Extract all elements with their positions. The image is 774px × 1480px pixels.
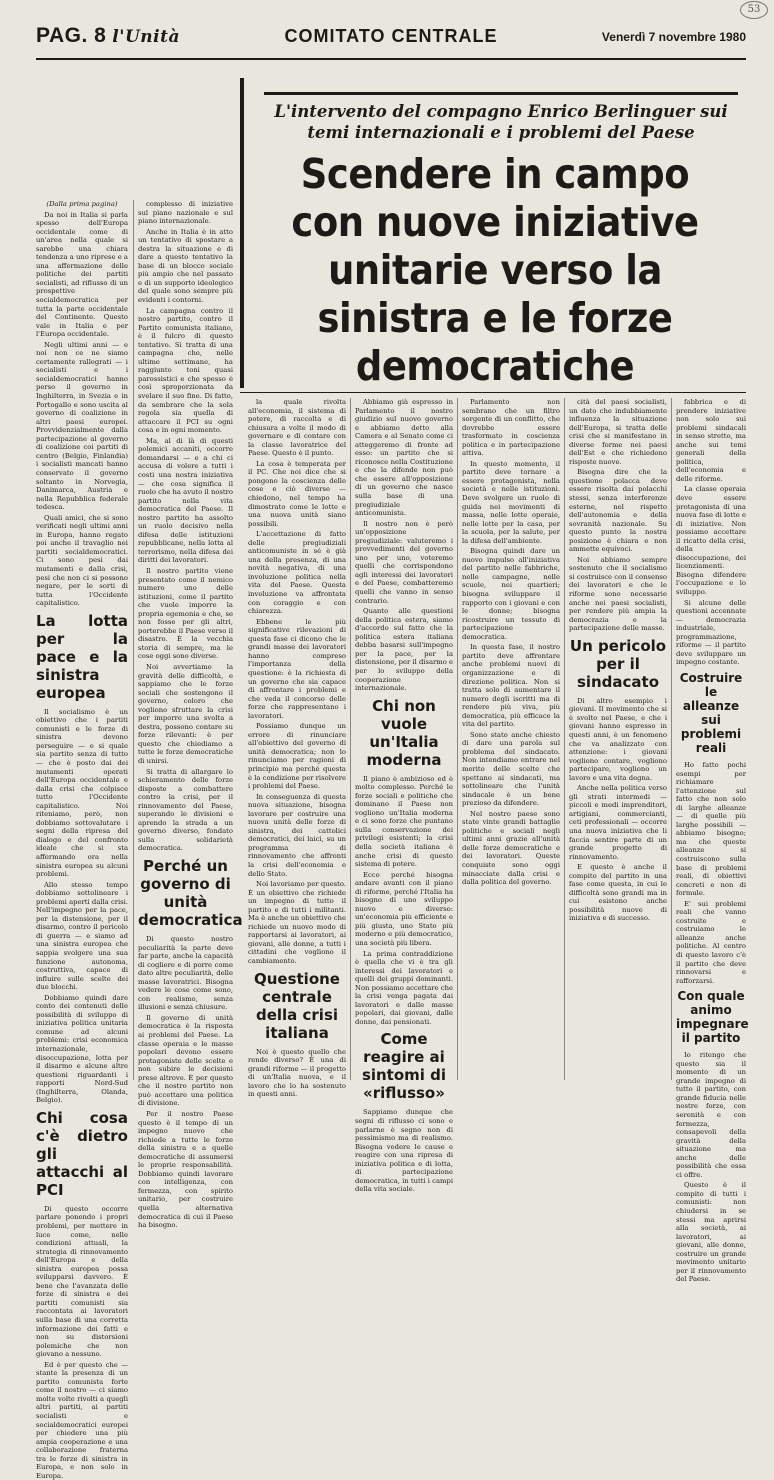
paragraph: Ed è per questo che — stante la presenza di un partito comunista forte come il nostro — ci siamo molte volte rivolti a quegli altri partiti, ai partiti socialisti e socialdemocratici europei per chiedere una più ampia cooperazione e una collaborazione fraterna tra le forze di sinistra in Europa, e non solo in Europa. <box>36 1360 128 1480</box>
headline-block <box>240 78 746 388</box>
paragraph: Allo stesso tempo dobbiamo sottolineare i problemi aperti dalla crisi. Nell'impegno per la pace, per la distensione, per il disarmo, contro il pericolo di guerra — e siamo ad una sinistra europea che sappia svolgere una sua funzione autonoma, costruttiva, capace di influire sulle scelte dei due blocchi. <box>36 880 128 992</box>
newspaper-name: l'Unità <box>112 27 180 47</box>
paragraph: E' sui problemi reali che vanno costruite e costruiamo le alleanze anche politiche. Al centro di questo lavoro c'è il partito che deve rinnovarsi e rafforzarsi. <box>676 899 746 985</box>
paragraph: Il piano è ambizioso ed è molto complesso. Perché le forze sociali e politiche che dominano il Paese non vogliono un'Italia moderna e ci sono forze che puntano sulla conservazione dei privilegi esistenti; la crisi della società italiana è anche crisi di questo sistema di potere. <box>355 774 453 869</box>
subheading: La lotta per la pace e la sinistra europea <box>36 611 128 702</box>
paragraph: Per il nostro Paese questo è il tempo di un impegno nuovo che richiede a tutte le forze della sinistra e a quelle democratiche di assumersi le proprie responsabilità. Dobbiamo quindi lavorare con intelligenza, con fermezza, con spirito unitario, per costruire quella alternativa democratica di cui il Paese ha bisogno. <box>138 1109 233 1230</box>
article-title: Scendere in campo con nuove iniziative unitarie verso la sinistra e le forze democratiche <box>291 150 699 390</box>
paragraph: la quale rivolta all'economia, il sistema di potere, di raccolta e di chiusura a volte il modo di governare e di contare con la classe lavoratrice del Paese. Questo è il punto. <box>248 398 346 458</box>
paragraph: Si alcune delle questioni accennate — democrazia industriale, programmazione, riforme — il partito deve sviluppare un impegno costante. <box>676 598 746 667</box>
paragraph: Quanto alle questioni della politica estera, siamo d'accordo sul fatto che la politica estera italiana debba basarsi sull'impegno per la pace, per la distensione, per il disarmo e per lo sviluppo della cooperazione internazionale. <box>355 607 453 693</box>
page-badge: 53 <box>740 1 768 19</box>
subheading: Come reagire ai sintomi di «riflusso» <box>361 1030 447 1103</box>
masthead <box>36 16 746 56</box>
column-rule <box>350 398 351 1080</box>
paragraph: Possiamo dunque un errore di rinunciare all'obiettivo del governo di unità democratica; non lo rinunciamo per ragioni di principio ma perché questa è la condizione per risolvere i problemi del Paese. <box>248 722 346 791</box>
article-kicker: L'intervento del compagno Enrico Berlinguer sui temi internazionali e i problemi del Paese <box>264 92 738 143</box>
paragraph: La cosa è temperata per il PC. Che noi dice che si pongono la coscienza delle cose e ciò diverse — chiedono, nel tempo ha dimostrato come le lotte e una nuova unità siano possibili. <box>248 459 346 528</box>
paragraph: Bisogna quindi dare un nuovo impulso all'iniziativa del partito nelle fabbriche, nelle campagne, nelle scuole, nei quartieri; bisogna sviluppare il rapporto con i giovani e con le donne; bisogna ricostruire un tessuto di partecipazione democratica. <box>462 547 560 641</box>
paragraph: Di questo nostro peculiarità la parte deve far parte, anche la capacità di cogliere e di porre come dato altre peculiarità, delle masse lavoratrici. Bisogna vedere le cose come sono, con realismo, senza illusioni e senza chiusure. <box>138 935 233 1012</box>
paragraph: Anche nella politica verso gli strati intermedi — piccoli e medi imprenditori, artigiani, commercianti, ceti professionali — occorre una nuova iniziativa che li faccia sentire parte di un grande progetto di rinnovamento. <box>569 784 667 861</box>
paragraph: Abbiamo già espresso in Parlamento il nostro giudizio sul nuovo governo e abbiamo detto alla Camera e al Senato come ci atteggeremo di fronte ad esso: un partito che si riconosce nella Costituzione e che la difende non può che essere all'opposizione di un governo che nasce sulla base di una pregiudiziale anticomunista. <box>355 398 453 518</box>
column-rule <box>671 398 672 1080</box>
subheading: Questione centrale della crisi italiana <box>253 969 340 1042</box>
column-6 <box>569 398 667 1080</box>
paragraph: Nel nostro paese sono state vinte grandi battaglie politiche e sociali negli ultimi anni grazie all'unità delle forze democratiche e dei lavoratori. Queste conquiste sono oggi minacciate dalla crisi e dalla politica del governo. <box>462 809 560 887</box>
section-title: COMITATO CENTRALE <box>284 26 498 46</box>
paragraph: Quali amici, che si sono verificati negli ultimi anni in Europa, hanno regato poi anche il travaglio nei partiti socialdemocratici. Ci sono pesi dai mutamenti e dalla crisi, pesi che non ci si possono negare, per le sorti di tutta l'Occidente capitalistico. <box>36 513 128 608</box>
column-rule <box>457 398 458 1080</box>
paragraph: Io ritengo che questo sia il momento di un grande impegno di tutto il partito, con grande fiducia nelle nostre forze, con serenità e con fermezza, consapevoli della gravità della situazione ma anche delle possibilità che essa ci offre. <box>676 1051 746 1179</box>
paragraph: Si tratta di allargare lo schieramento delle forze disposte a combattere contro la crisi, per il rinnovamento del Paese, superando le divisioni e aprendo la strada a un governo diverso, fondato sulla solidarietà democratica. <box>138 767 233 853</box>
paragraph: Parlamento non sembrano che un filtro sorgente di un conflitto, che dovrebbe essere trasformato in coscienza politica e in partecipazione attiva. <box>462 398 560 458</box>
paragraph: Ho fatto pochi esempi per richiamare l'attenzione sul fatto che non solo di larghe alleanze — di quelle più larghe possibili — abbiamo bisogno; ma che queste alleanze si costruiscono sulla base di problemi reali, di obiettivi concreti e non di formule. <box>676 760 746 898</box>
paragraph: In conseguenza di questa nuova situazione, bisogna lavorare per costruire una nuova unità delle forze di sinistra, dei cattolici democratici, dei laici, su un programma di rinnovamento che affronti la crisi dell'economia e dello Stato. <box>248 792 346 878</box>
paragraph: Ebbene le più significative rilevazioni di questa fase ci dicono che le grandi masse dei lavoratori hanno compreso l'importanza della questione: è la richiesta di un governo che sia capace di affrontare i problemi e che veda il concorso delle forze che rappresentano i lavoratori. <box>248 617 346 720</box>
paragraph: Ma, al di là di questi polemici accaniti, occorre domandarsi — e a chi ci accusa di volere a tutti i costi una nostra iniziativa — che cosa significa il ruolo che ha avuto il nostro partito nella vita democratica del Paese. Il nostro partito ha assolto un ruolo decisivo nella difesa delle istituzioni repubblicane, nella lotta al terrorismo, nella difesa dei diritti dei lavoratori. <box>138 436 233 565</box>
paragraph: fabbrica e di prendere iniziative non solo sui problemi sindacali in senso stretto, ma anche sui temi generali della politica, dell'economia e delle riforme. <box>676 398 746 483</box>
paragraph: In questo momento, il partito deve tornare a essere protagonista, nella società e nelle istituzioni. Deve svolgere un ruolo di guida nei movimenti di massa, nelle lotte operaie, nelle lotte per la casa, per la scuola, per la salute, per la difesa dell'ambiente. <box>462 459 560 545</box>
column-2 <box>138 200 243 1230</box>
paragraph: Anche in Italia è in atto un tentativo di spostare a destra la situazione e di dare a questo tentativo la base di un blocco sociale più ampio che nel passato e di un supporto ideologico del quale sono sempre più evidenti i contorni. <box>138 227 233 305</box>
intro-tag: (Dalla prima pagina) <box>46 200 118 208</box>
paragraph: Noi avvertiamo la gravità delle difficoltà, e sappiamo che le forze sociali che sostengono il governo, coloro che vogliono sfruttare la crisi per imporre una svolta a destra, possono contare su forze rilevanti: è per questo che chiediamo a tutte le forze democratiche di unirsi. <box>138 662 233 765</box>
headline-rule <box>240 392 746 393</box>
paragraph: Il governo di unità democratica è la risposta ai problemi del Paese. La classe operaia e le masse popolari devono essere protagoniste delle scelte e non subire le decisioni prese altrove. È per questo che il nostro partito non può accettare una politica di divisione. <box>138 1013 233 1108</box>
paragraph: Bisogna dire che la questione polacca deve essere risolta dai polacchi stessi, senza interferenze esterne, nel rispetto dell'autonomia e della sovranità nazionale. Su questo punto la nostra posizione è chiara e non ammette equivoci. <box>569 468 667 554</box>
paragraph: La campagna contro il nostro partito, contro il Partito comunista italiano, è il fulcro di questo tentativo. Si tratta di una campagna che, nelle ultime settimane, ha raggiunto toni quasi parossistici e che spesso è così sproporzionata da svelare il suo fine. Di fatto, da sembrare che la sola regola sia quella di attaccare il PCI su ogni cosa e in ogni momento. <box>138 306 233 435</box>
subheading: Un pericolo per il sindacato <box>569 636 667 691</box>
column-7 <box>676 398 749 1284</box>
paragraph: Ecco perché bisogna andare avanti con il piano di riforme, perché l'Italia ha bisogno di uno sviluppo nuovo e diverso: un'economia più efficiente e più giusta, uno Stato più moderno e più democratico, una società più libera. <box>355 870 453 947</box>
masthead-rule <box>36 58 746 60</box>
paragraph: Il nostro partito viene presentato come il nemico numero uno delle istituzioni, come il partito che vuole imporre la propria egemonia e che, se non fosse per gli altri, porterebbe il Paese verso il disastro. È la vecchia storia di sempre, ma le cose oggi sono diverse. <box>138 566 233 661</box>
paragraph: Il socialismo è un obiettivo che i partiti comunisti e le forze di sinistra devono perseguire — e si quale sia partito senza di tutto — che è posto dai dei mutamenti operati dell'Europa occidentale e dalla crisi che colpisce tutto l'Occidente capitalistico. Noi riteniamo, però, non dobbiamo sottovalutare i segni della ripresa del dialogo e del confronto ideale che si sta affermando ora nella sinistra europea su alcuni problemi. <box>36 707 128 879</box>
column-1 <box>36 200 128 1480</box>
column-4 <box>355 398 453 1194</box>
subheading: Chi non vuole un'Italia moderna <box>366 696 442 769</box>
paragraph: Dobbiamo quindi dare conto dei contenuti delle possibilità di sviluppo di iniziativa politica unitaria comune ad alcuni problemi: crisi economica internazionale, disoccupazione, lotta per il disarmo e alcune altre questioni riguardanti i rapporti Nord-Sud (Inghilterra, Olanda, Belgio). <box>36 993 128 1105</box>
paragraph: complesso di iniziative sul piano nazionale e sul piano internazionale. <box>138 200 233 226</box>
paragraph: Da noi in Italia si parla spesso dell'Europa occidentale come di un'area nella quale si sarebbe una chiara tendenza a uno riprese e a una affermazione delle politiche dei partiti socialisti, ad riflusso di un prospettive socialdemocratica per tutta la parte occidentale del Continente. Questo vale in Italia e per l'Europa occidentale. <box>36 210 128 339</box>
paragraph: Sono stato anche chiesto di dare una parola sul problema del sindacato. Non intendiamo entrare nel merito delle scelte che spettano ai sindacati, ma sottolineare che l'unità sindacale è un bene prezioso da difendere. <box>462 730 560 808</box>
subheading: Con quale animo impegnare il partito <box>676 989 749 1046</box>
column-5 <box>462 398 560 1080</box>
page-label: PAG. 8 <box>36 24 107 47</box>
paragraph: Sappiamo dunque che segni di riflusso ci sono e parlarne è segno non di pessimismo ma di realismo. Bisogna vedere le cause e reagire con una ripresa di iniziativa politica e di lotta, di partecipazione democratica, in tutti i campi della vita sociale. <box>355 1108 453 1194</box>
subheading: Perché un governo di unità democratica <box>138 857 243 930</box>
paragraph: L'accettazione di fatto delle pregiudiziali anticomuniste in sé è già una della presenza, di una novità negativa, di una involuzione politica nella vita del Paese. Questa involuzione va affrontata con coraggio e con chiarezza. <box>248 530 346 616</box>
subheading: Costruire le alleanze sui problemi reali <box>679 670 743 755</box>
paragraph: In questa fase, il nostro partito deve affrontare anche problemi nuovi di organizzazione e di direzione politica. Non si tratta solo di aumentare il numero degli iscritti ma di rendere più viva, più democratica, più efficace la vita del partito. <box>462 643 560 729</box>
paragraph: cità del paesi socialisti, un dato che indubbiamente influenza la situazione dell'Europa, si tratta delle crisi che si manifestano in diverse forme nei paesi dell'Est e che richiedono risposte nuove. <box>569 398 667 466</box>
paragraph: Il nostro non è però un'opposizione pregiudiziale: valuteremo i provvedimenti del governo uno per uno, voteremo quelli che corrispondono agli interessi dei lavoratori e del Paese, combatteremo quelli che vanno in senso contrario. <box>355 519 453 605</box>
paragraph: Di questo occorre parlare ponendo i propri problemi, per mettere in luce come, nelle condizioni attuali, la strategia di rinnovamento dell'Europa e della sinistra europea possa svilupparsi davvero. È bene che l'avanzata delle forze di sinistra e dei partiti comunisti sia raccontata ai lavoratori sulla base di una corretta informazione dei fatti e non su distorsioni polemiche che non giovano a nessuno. <box>36 1204 128 1359</box>
column-rule <box>133 200 134 1080</box>
paragraph: La prima contraddizione è quella che vi è tra gli interessi dei lavoratori e quelli dei gruppi dominanti. Non possiamo accettare che la crisi venga pagata dai lavoratori e dalle masse popolari, dai giovani, dalle donne, dai pensionati. <box>355 949 453 1026</box>
paragraph: E questo è anche il compito del partito in una fase come questa, in cui le difficoltà sono grandi ma in cui esistono anche possibilità nuove di iniziativa e di successo. <box>569 863 667 923</box>
column-rule <box>564 398 565 1080</box>
paragraph: Noi lavoriamo per questo. È un obiettivo che richiede un impegno di tutto il partito e di tutti i militanti. Ma è anche un obiettivo che richiede un nuovo modo di rapportarsi ai lavoratori, ai giovani, alle donne, a tutti i cittadini che vogliono il cambiamento. <box>248 880 346 965</box>
paragraph: Negli ultimi anni — e noi non ce ne siamo certamente rallegrati — i socialisti e i socialdemocratici hanno perso il governo in Inghilterra, in Svezia e in Portogallo e sono uscita al governo di coalizione in altri paesi europei. Provvidenzialmente dalla partecipazione al governo di coalizione coi partiti di centro (Belgio, Finlandia) i socialisti mancati hanno conservato il governo soltanto in Norvegia, Danimarca, Austria e nella Repubblica federale tedesca. <box>36 340 128 512</box>
issue-date: Venerdì 7 novembre 1980 <box>601 30 746 44</box>
paragraph: La classe operaia deve essere protagonista di una nuova fase di lotte e di iniziative. Non possiamo accettare il ricatto della crisi, della disoccupazione, dei licenziamenti. Bisogna difendere l'occupazione e lo sviluppo. <box>676 485 746 597</box>
paragraph: Noi abbiamo sempre sostenuto che il socialismo si costruisce con il consenso dei lavoratori e che le riforme sono necessarie anche nei paesi socialisti, per rendere più ampia la democrazia e la partecipazione delle masse. <box>569 555 667 633</box>
paragraph: Questo è il compito di tutti i comunisti: non chiudersi in se stessi ma aprirsi alla società, ai lavoratori, ai giovani, alle donne, costruire un grande movimento unitario per il rinnovamento del Paese. <box>676 1181 746 1284</box>
column-3 <box>248 398 346 1099</box>
paragraph: Noi è questo quello che rende diverso? È una di grandi riforme — il progetto di un'Italia nuova, e il lavoro che lo ha sostenuto in questi anni. <box>248 1047 346 1099</box>
paragraph: Di altro esempio i giovani. Il movimento che si è svolto nel Paese, e che i giovani hanno espresso in questi anni, è un fenomeno che va analizzato con attenzione: i giovani vogliono contare, vogliono partecipare, vogliono un lavoro e una vita degna. <box>569 696 667 782</box>
subheading: Chi cosa c'è dietro gli attacchi al PCI <box>36 1108 128 1199</box>
